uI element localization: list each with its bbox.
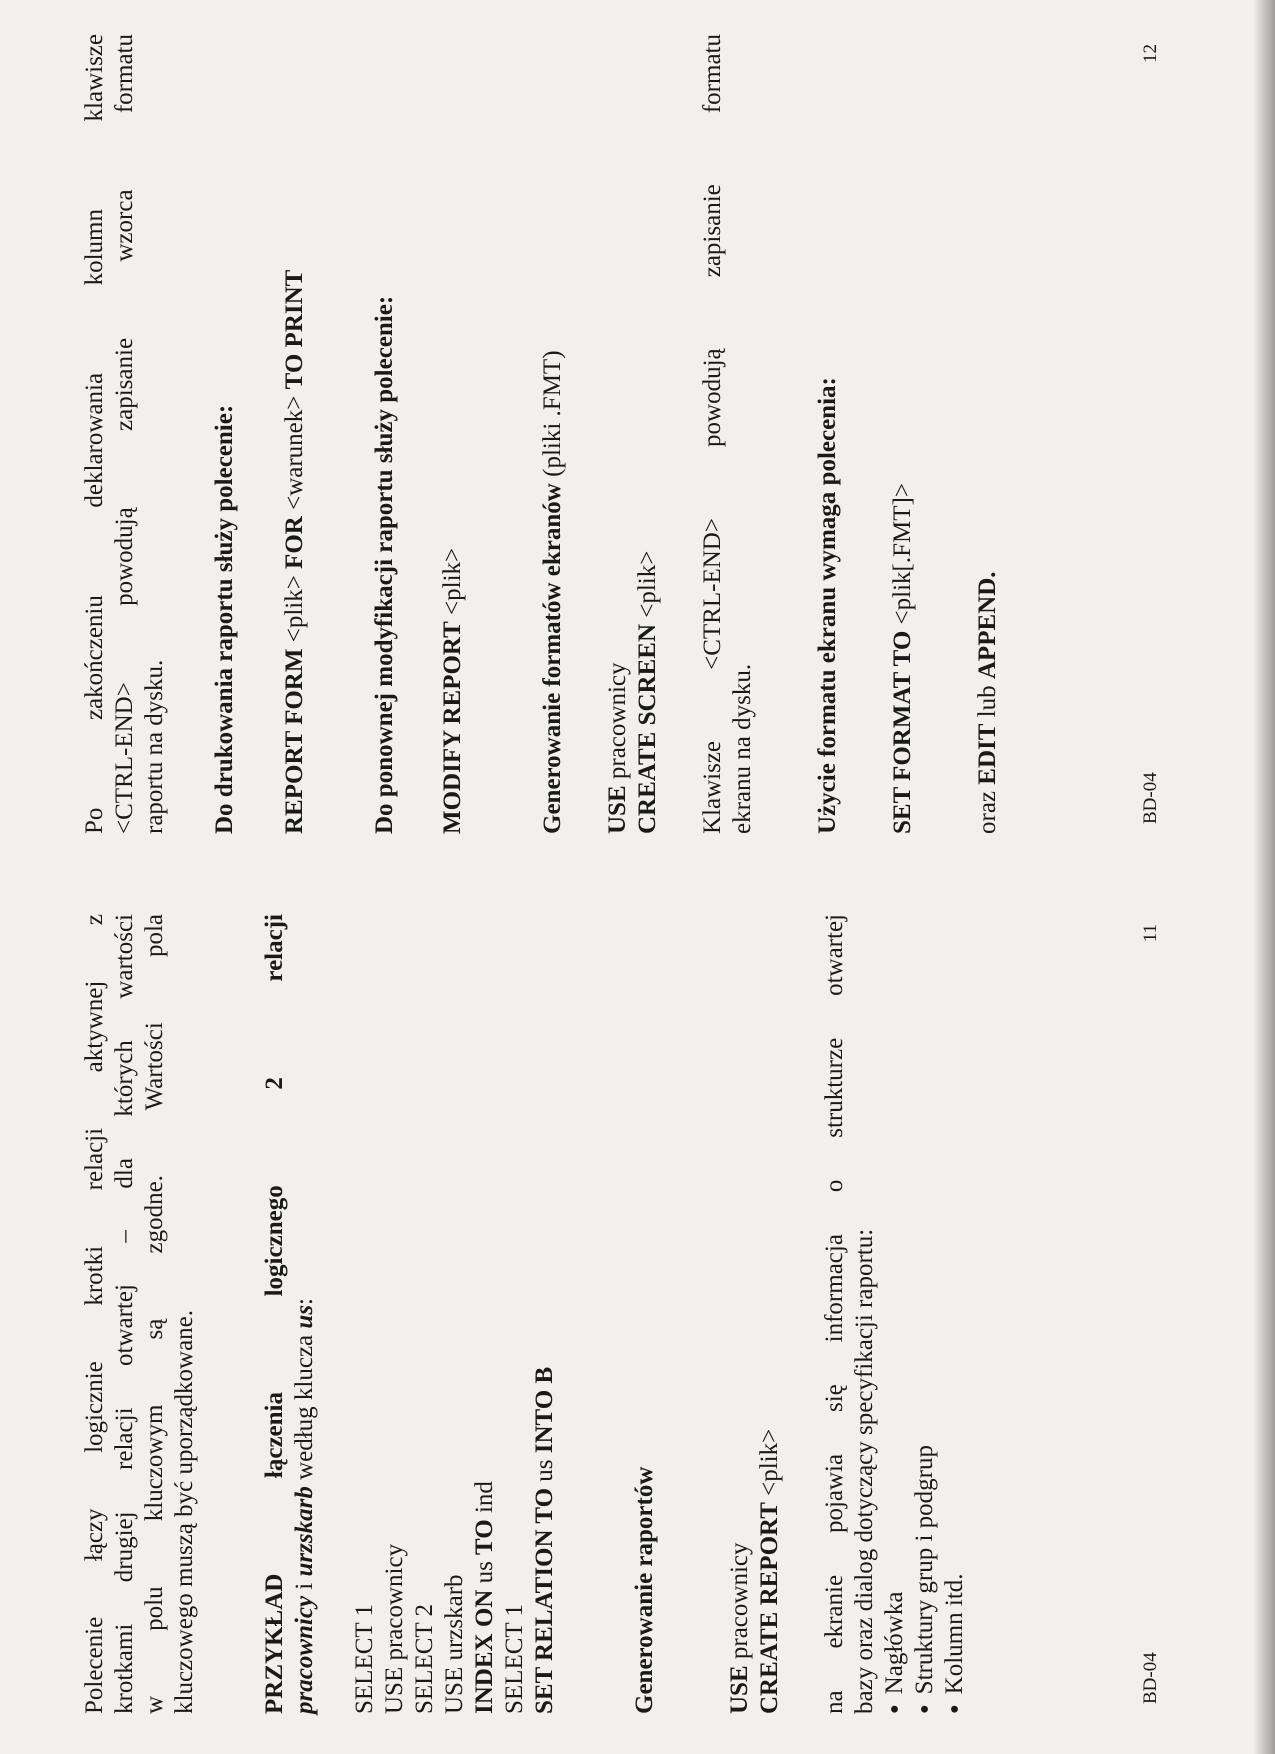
report-spec-list bbox=[880, 914, 970, 1714]
page-11 bbox=[0, 914, 1275, 1714]
code-keyword: USE bbox=[726, 1665, 753, 1714]
modify-heading: Do ponownej modyfikacji raportu służy polecenie: bbox=[371, 295, 398, 834]
info-line: Klawisze <CTRL-END> powodują zapisanie formatu bbox=[699, 34, 726, 834]
code-keyword: SET RELATION TO bbox=[531, 1487, 558, 1714]
intro-line: Po zakończeniu deklarowania kolumn klawisze bbox=[81, 34, 108, 834]
code-keyword: CREATE SCREEN bbox=[634, 624, 661, 834]
code-keyword: REPORT FORM bbox=[281, 648, 308, 834]
format-heading: Użycie formatu ekranu wymaga polecenia: bbox=[814, 377, 841, 834]
page-12 bbox=[0, 34, 1275, 834]
also-text: oraz bbox=[974, 784, 1001, 834]
code-keyword: TO PRINT bbox=[281, 269, 308, 390]
code-argument: <plik[.FMT]> bbox=[889, 483, 916, 631]
info-line: bazy oraz dialog dotyczący specyfikacji raportu: bbox=[851, 1228, 878, 1714]
code-line bbox=[380, 914, 410, 1714]
page-12-content bbox=[80, 34, 1003, 834]
code-keyword: INDEX ON bbox=[471, 1589, 498, 1714]
code-argument: <plik> bbox=[634, 550, 661, 624]
print-command bbox=[280, 34, 310, 834]
section-heading-reports: Generowanie raportów bbox=[631, 1466, 658, 1714]
conjunction: i bbox=[291, 1576, 318, 1596]
code-argument: us bbox=[531, 1453, 558, 1488]
code-keyword: SELECT 1 bbox=[351, 1604, 378, 1714]
screens-heading-bold: Generowanie formatów ekranów bbox=[539, 483, 566, 834]
page-number: 12 bbox=[1140, 44, 1161, 63]
page-number: 11 bbox=[1140, 924, 1161, 943]
code-keyword: CREATE REPORT bbox=[756, 1502, 783, 1714]
footer-code: BD-04 bbox=[1140, 772, 1161, 824]
intro-paragraph bbox=[80, 34, 170, 834]
also-text: lub bbox=[974, 679, 1001, 724]
code-line bbox=[603, 34, 633, 834]
code-keyword: EDIT bbox=[974, 723, 1001, 785]
code-keyword: INTO B bbox=[531, 1366, 558, 1454]
code-keyword: SET FORMAT TO bbox=[889, 630, 916, 834]
code-keyword: USE bbox=[381, 1666, 408, 1714]
keys-info-paragraph bbox=[698, 34, 758, 834]
screen-info-paragraph bbox=[820, 914, 880, 1714]
list-item: ● Struktury grup i podgrup bbox=[910, 914, 940, 1714]
code-argument: <warunek> bbox=[281, 389, 308, 517]
code-line bbox=[755, 914, 785, 1714]
intro-line: kluczowego muszą być uporządkowane. bbox=[171, 1309, 198, 1714]
code-argument: <plik> bbox=[756, 1428, 783, 1503]
code-line bbox=[530, 914, 560, 1714]
page-11-content bbox=[80, 914, 970, 1714]
screens-heading bbox=[538, 34, 568, 834]
colon: : bbox=[291, 1297, 318, 1305]
intro-line: w polu kluczowym są zgodne. Wartości pola bbox=[141, 914, 168, 1714]
print-heading: Do drukowania raportu służy polecenie: bbox=[211, 404, 238, 834]
example-subtitle bbox=[290, 914, 320, 1714]
screens-heading-normal: (pliki .FMT) bbox=[539, 350, 566, 484]
code-keyword: USE bbox=[604, 785, 631, 834]
code-argument: pracownicy bbox=[726, 1542, 753, 1666]
code-line bbox=[410, 914, 440, 1714]
by-key-text: według klucza bbox=[291, 1328, 318, 1487]
code-keyword: APPEND. bbox=[974, 571, 1001, 680]
relation-name: pracownicy bbox=[291, 1595, 318, 1714]
code-line bbox=[350, 914, 380, 1714]
code-argument: <plik> bbox=[439, 547, 466, 622]
relation-name: urzskarb bbox=[291, 1486, 318, 1577]
code-argument: pracownicy bbox=[604, 662, 631, 786]
info-line: ekranu na dysku. bbox=[729, 663, 756, 834]
code-line bbox=[633, 34, 663, 834]
code-line bbox=[500, 914, 530, 1714]
list-item: ● Kolumn itd. bbox=[940, 914, 970, 1714]
code-line bbox=[725, 914, 755, 1714]
format-command bbox=[888, 34, 918, 834]
intro-line: Polecenie łączy logicznie krotki relacji aktywnej z bbox=[81, 914, 108, 1714]
report-command bbox=[725, 914, 785, 1714]
key-name: us bbox=[291, 1304, 318, 1329]
code-keyword: TO bbox=[471, 1519, 498, 1555]
code-argument: pracownicy bbox=[381, 1543, 408, 1667]
modify-command bbox=[438, 34, 468, 834]
intro-line: krotkami drugiej relacji otwartej – dla których wartości bbox=[111, 914, 138, 1714]
footer-code: BD-04 bbox=[1140, 1652, 1161, 1704]
example-title: PRZYKŁAD łączenia logicznego 2 relacji bbox=[261, 914, 288, 1714]
code-argument: us bbox=[471, 1554, 498, 1590]
code-argument: urzskarb bbox=[441, 1574, 468, 1667]
code-line bbox=[470, 914, 500, 1714]
info-line: na ekranie pojawia się informacja o strukturze otwartej bbox=[821, 914, 848, 1714]
intro-line: <CTRL-END> powodują zapisanie wzorca formatu bbox=[111, 34, 138, 834]
also-commands bbox=[973, 34, 1003, 834]
example-heading bbox=[260, 914, 320, 1714]
intro-paragraph bbox=[80, 914, 200, 1714]
intro-line: raportu na dysku. bbox=[141, 659, 168, 834]
code-keyword: SELECT 1 bbox=[501, 1604, 528, 1714]
code-keyword: FOR bbox=[281, 516, 308, 569]
screen-command bbox=[603, 34, 663, 834]
example-code bbox=[350, 914, 560, 1714]
code-line bbox=[440, 914, 470, 1714]
code-keyword: MODIFY REPORT bbox=[439, 621, 466, 834]
code-keyword: USE bbox=[441, 1666, 468, 1714]
code-argument: ind bbox=[471, 1481, 498, 1520]
code-argument: <plik> bbox=[281, 568, 308, 649]
list-item: ● Nagłówka bbox=[880, 914, 910, 1714]
code-keyword: SELECT 2 bbox=[411, 1604, 438, 1714]
